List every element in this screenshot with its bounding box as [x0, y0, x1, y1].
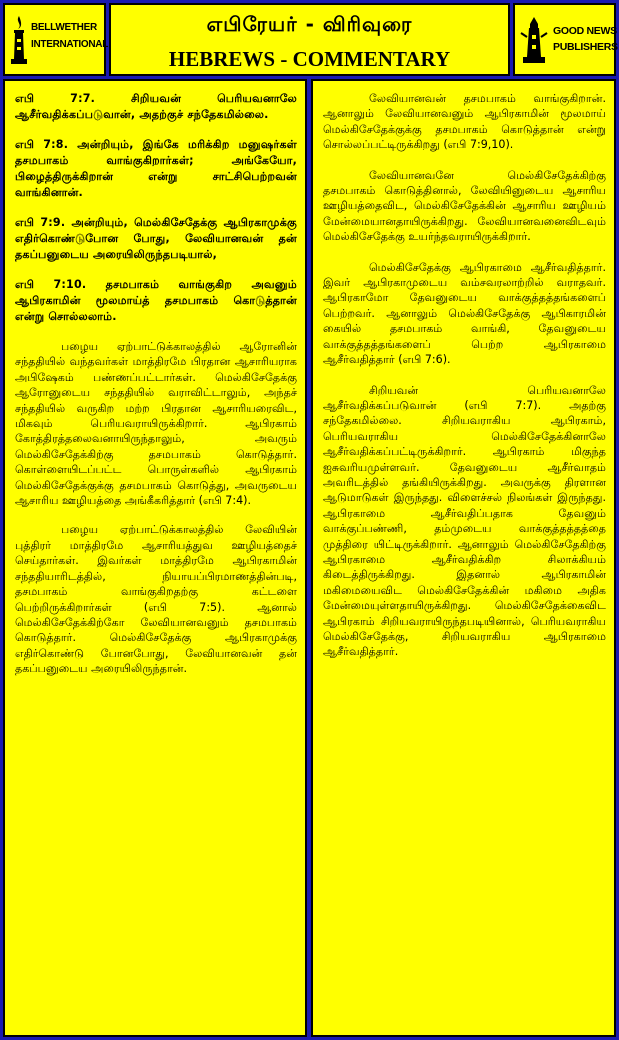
logo-left-line2: INTERNATIONAL [31, 39, 109, 50]
page-title-english: HEBREWS - COMMENTARY [168, 47, 451, 71]
page-title-tamil: எபிரேயர் - விரிவுரை [206, 12, 413, 36]
verse-7-10: எபி 7:10. தசமபாகம் வாங்குகிற அவனும் ஆபிரகாமின் மூலமாய்த் தசமபாகம் கொடுத்தான் என்று சொல்லலாம். [15, 278, 297, 323]
commentary-paragraph: பழைய ஏற்பாட்டுக்காலத்தில் ஆரோனின் சந்ததியில் வந்தவர்கள் மாத்திரமே பிரதான ஆசாரியராக அபிஷேகம் பண்ணப்பட்டார்கள். மெல்கிசேதேக்கு ஆரோனுடைய சந்ததியில் வராவிட்டாலும், அந்தச் சந்ததியில் வருகிற மற்ற பிரதான ஆசாரியரைவிட, மிகவும் பெரியவராயிருக்கிறார். ஆபிரகாம் கோத்திரத்தலைவனாயிருந்தாலும், அவரும் மெல்கிசேதேக்கிற்கு தசமபாகம் கொடுத்தார். கொள்ளையிடப்பட்ட பொருள்களில் ஆபிரகாம் மெல்கிசேதேக்குக்கு தசமபாகம் கொடுத்து, அவருடைய ஆசாரிய ஊழியத்தை அங்கீகரித்தார் (எபி 7:4). [15, 340, 297, 508]
header [3, 3, 616, 76]
logo-right-line2: PUBLISHERS [553, 41, 618, 53]
logo-left-line1: BELLWETHER [31, 22, 97, 33]
verse-7-7: எபி 7:7. சிறியவன் பெரியவனாலே ஆசீர்வதிக்கப்படுவான், அதற்குச் சந்தேகமில்லை. [15, 92, 297, 121]
commentary-paragraph: மெல்கிசேதேக்கு ஆபிரகாமை ஆசீர்வதித்தார். இவர் ஆபிரகாமுடைய வம்சவரலாற்றில் வராதவர். ஆபிரகாமோ தேவனுடைய வாக்குத்தத்தங்களைப் பெற்றவர். ஆனாலும் மெல்கிசேதேக்கு ஆபிகாரமின் கையில் தசமபாகம் வாங்கி, தேவனுடைய வாக்குத்தத்தங்களைப் பெற்ற ஆபிரகாமை ஆசீர்வதித்தார் (எபி 7:6). [323, 260, 606, 367]
flame-tower-icon [9, 15, 29, 65]
logo-right-line1: GOOD NEWS [553, 25, 617, 37]
commentary-paragraph: லேவியானவனே மெல்கிசேதேக்கிற்கு தசமபாகம் கொடுத்தினால், லேவியினுடைய ஆசாரிய ஊழியத்தைவிட, மெல்கிசேதேக்கின் ஆசாரிய ஊழியம் மேன்மையானதாயிருக்கிறது. லேவியானவனைவிடவும் மெல்கிசேதேக்கு உயர்ந்தவராயிருக்கிறார். [323, 168, 606, 244]
verse-7-9: எபி 7:9. அன்றியும், மெல்கிசேதேக்கு ஆபிரகாமுக்கு எதிர்கொண்டுபோன போது, லேவியானவன் தன் தகப்பனுடைய அரையிலிருந்தபடியால், [15, 216, 297, 261]
commentary-paragraph: பழைய ஏற்பாட்டுக்காலத்தில் லேவியின் புத்திரர் மாத்திரமே ஆசாரியத்துவ ஊழியத்தைச் செய்தார்கள். இவர்கள் மாத்திரமே ஆபிரகாமின் சந்ததியாரிடத்தில், நியாயப்பிரமாணத்தின்படி, தசமபாகம் வாங்குகிறதற்கு கட்டளை பெற்றிருக்கிறார்கள் (எபி 7:5). ஆனால் மெல்கிசேதேக்கிற்கோ லேவியானவனும் தசமபாகம் கொடுத்தார். மெல்கிசேதேக்கு ஆபிரகாமுக்கு எதிர்கொண்டு போனபோது, லேவியானவன் தன் தகப்பனுடைய அரையிலிருந்தான். [15, 523, 297, 676]
commentary-paragraph: சிறியவன் பெரியவனாலே ஆசீர்வதிக்கப்படுவான் (எபி 7:7). அதற்கு சந்தேகமில்லை. சிறியவராகிய ஆபிரகாம், பெரியவராகிய மெல்கிசேதேக்கினாலே ஆசீர்வதிக்கப்பட்டிருக்கிறார். ஆபிரகாம் மிகுந்த ஐசுவரியமுள்ளவர். தேவனுடைய ஆசீர்வாதம் அவரிடத்தில் தங்கியிருக்கிறது. அவருக்கு திரளான ஆடுமாடுகள் இருந்தது. விளைச்சல் நிலங்கள் இருந்தது. ஆபிரகாமை ஆசீர்வதிப்பதாக தேவனும் வாக்குப்பண்ணி, தம்முடைய வாக்குத்தத்தத்தை முத்திரை யிட்டிருக்கிறார். ஆனாலும் மெல்கிசேதேகிற்கு ஆபிரகாமை ஆசீர்வதிக்கிற சிலாக்கியம் கிடைத்திருக்கிறது. இதனால் ஆபிரகாமின் மகிமையைவிட மெல்கிசேதேக்கின் மகிமை அதிக மேன்மையுள்ளதாயிருக்கிறது. மெல்கிசேதேக்கைவிட ஆபிரகாம் சிறியவராயிருந்தபடியினால், பெரியவராகிய மெல்கிசேதேக்கு, சிறியவராகிய ஆபிரகாமை ஆசீர்வதித்தார். [323, 383, 606, 659]
tower-icon [519, 15, 549, 65]
title-box [109, 3, 510, 76]
good-news-logo [513, 3, 616, 76]
verse-7-8: எபி 7:8. அன்றியும், இங்கே மரிக்கிற மனுஷர்கள் தசமபாகம் வாங்குகிறார்கள்; அங்கேயோ, பிழைத்திருக்கிறான் என்று சாட்சிபெற்றவன் வாங்கினான். [15, 138, 297, 199]
commentary-paragraph: லேவியானவன் தசமபாகம் வாங்குகிறான். ஆனாலும் லேவியானவனும் ஆபிரகாமின் மூலமாய் மெல்கிசேதேக்குக்கு தசமபாகம் கொடுத்தான் என்று சொல்லப்பட்டிருக்கிறது (எபி 7:9,10). [323, 92, 606, 152]
bellwether-logo [3, 3, 109, 76]
right-column [311, 79, 616, 1037]
left-column [3, 79, 307, 1037]
